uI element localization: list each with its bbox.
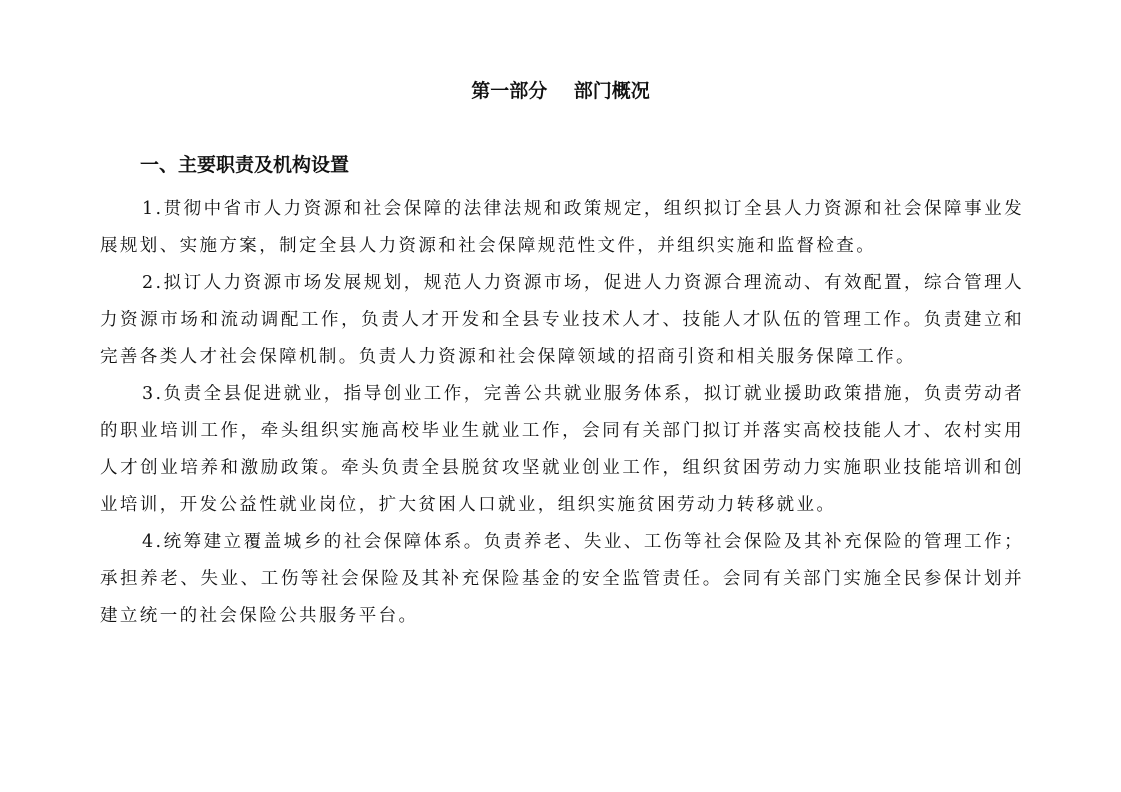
page-title: 第一部分 部门概况 bbox=[471, 80, 650, 102]
paragraph-3: 3.负责全县促进就业，指导创业工作，完善公共就业服务体系，拟订就业援助政策措施，负责劳动者的职业培训工作，牵头组织实施高校毕业生就业工作，会同有关部门拟订并落实高校技能人才、农村实用人才创业培养和激励政策。牵头负责全县脱贫攻坚就业创业工作，组织贫困劳动力实施职业技能培训和创业培训，开发公益性就业岗位，扩大贫困人口就业，组织实施贫困劳动力转移就业。 bbox=[100, 384, 1024, 515]
paragraph-4: 4.统筹建立覆盖城乡的社会保障体系。负责养老、失业、工伤等社会保险及其补充保险的管理工作；承担养老、失业、工伤等社会保险及其补充保险基金的安全监管责任。会同有关部门实施全民参保计划并建立统一的社会保险公共服务平台。 bbox=[100, 532, 1024, 626]
document-body bbox=[100, 191, 1024, 635]
section-heading: 一、主要职责及机构设置 bbox=[140, 154, 350, 176]
paragraph-2: 2.拟订人力资源市场发展规划，规范人力资源市场，促进人力资源合理流动、有效配置，综合管理人力资源市场和流动调配工作，负责人才开发和全县专业技术人才、技能人才队伍的管理工作。负责建立和完善各类人才社会保障机制。负责人力资源和社会保障领域的招商引资和相关服务保障工作。 bbox=[100, 273, 1024, 367]
paragraph-1: 1.贯彻中省市人力资源和社会保障的法律法规和政策规定，组织拟订全县人力资源和社会保障事业发展规划、实施方案，制定全县人力资源和社会保障规范性文件，并组织实施和监督检查。 bbox=[100, 199, 1024, 256]
